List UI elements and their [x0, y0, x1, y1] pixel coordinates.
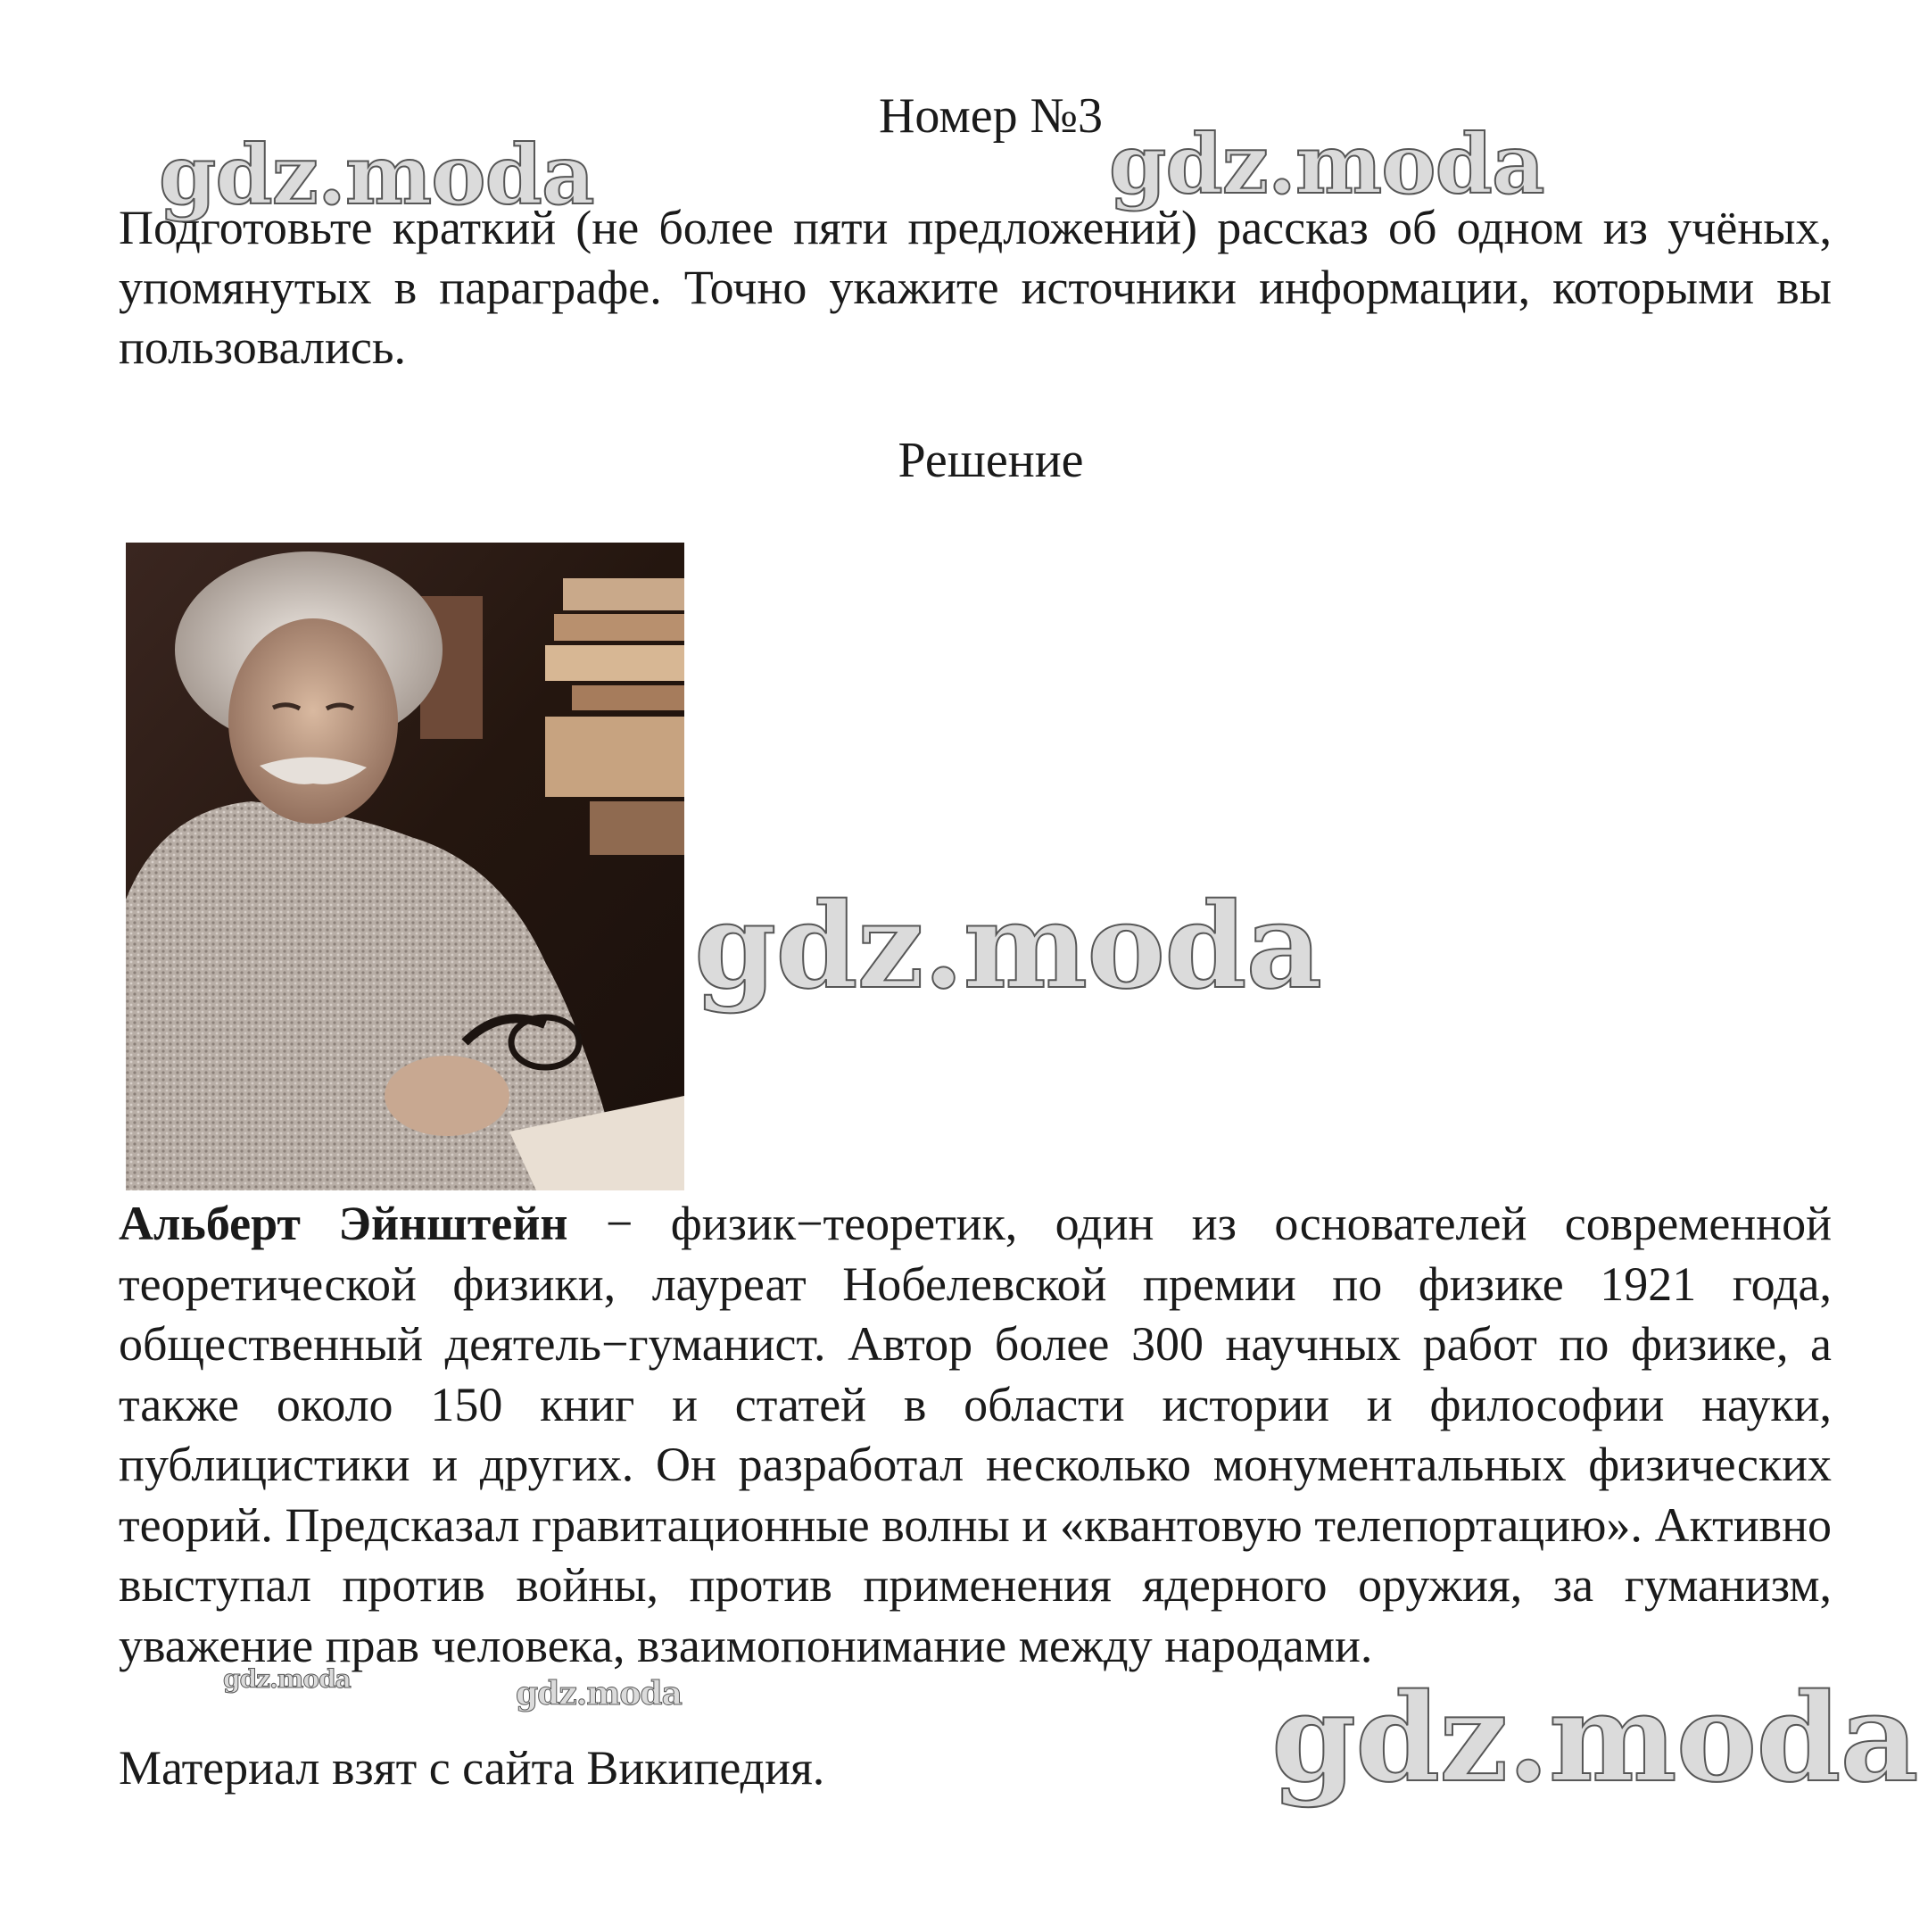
scientist-portrait-photo: [126, 543, 684, 1190]
watermark-bottom: gdz.moda: [1271, 1667, 1918, 1810]
watermark-top-right: gdz.moda: [1109, 116, 1544, 212]
watermark-small-left: gdz.moda: [223, 1664, 351, 1694]
watermark-top-left: gdz.moda: [159, 127, 594, 223]
answer-body: − физик−теоретик, один из основателей современной теоретической физики, лауреат Нобелевской премии по физике 1921 года, общественный деятель−гуманист. Автор более 300 научных работ по физике, а также около 150 книг и статей в области истории и философии науки, публицистики и других. Он разработал несколько монументальных физических теорий. Предсказал гравитационные волны и «квантовую телепортацию». Активно выступал против войны, против применения ядерного оружия, за гуманизм, уважение прав человека, взаимопонимание между народами.: [119, 1197, 1833, 1672]
solution-heading: Решение: [898, 433, 1084, 488]
answer-paragraph: [119, 1194, 1832, 1676]
task-text: Подготовьте краткий (не более пяти предложений) рассказ об одном из учёных, упомянутых в параграфе. Точно укажите источники информации, которыми вы пользовались.: [119, 201, 1832, 374]
page-title: Номер №3: [878, 88, 1104, 144]
scientist-name: Альберт Эйнштейн: [119, 1197, 568, 1250]
source-note: Материал взят с сайта Википедия.: [119, 1741, 825, 1795]
watermark-small-right: gdz.moda: [516, 1675, 682, 1712]
watermark-middle: gdz.moda: [694, 877, 1322, 1016]
